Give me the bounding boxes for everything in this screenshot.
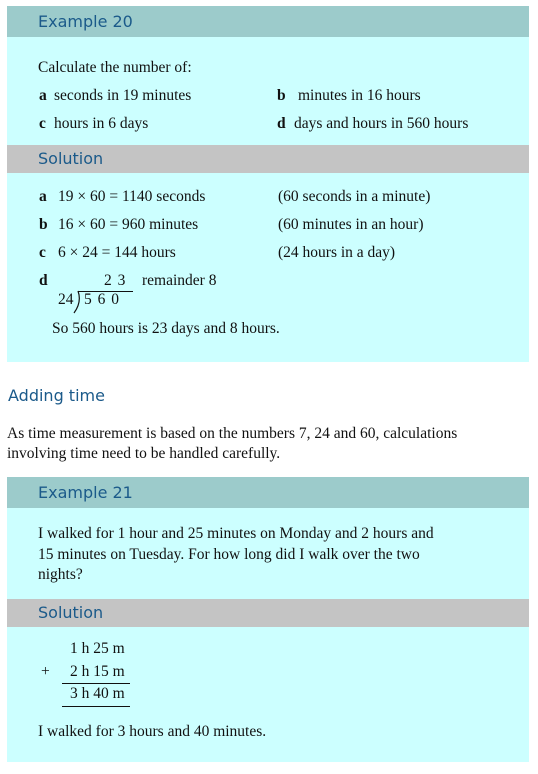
- solution-b-label: b: [39, 216, 48, 233]
- solution-21-conclusion: I walked for 3 hours and 40 minutes.: [38, 723, 267, 740]
- example-20-question: Calculate the number of:: [38, 59, 192, 76]
- part-d-text: days and hours in 560 hours: [294, 115, 469, 132]
- solution-20-header: [7, 145, 529, 173]
- addition-top-line: [62, 683, 130, 684]
- part-d-label: d: [277, 115, 286, 132]
- example-21-title: Example 21: [38, 483, 133, 502]
- example-21-line3: nights?: [38, 566, 83, 583]
- addition-row-1: 1 h 25 m: [70, 640, 125, 657]
- example-21-line2: 15 minutes on Tuesday. For how long did I walk over the two: [38, 546, 420, 563]
- solution-a-calc: 19 × 60 = 1140 seconds: [58, 188, 206, 205]
- solution-21-panel: [7, 627, 529, 762]
- division-quotient: 2 3: [104, 272, 127, 289]
- part-a-label: a: [39, 87, 47, 104]
- part-a-text: seconds in 19 minutes: [54, 87, 192, 104]
- solution-21-title: Solution: [38, 603, 104, 622]
- example-21-panel: [7, 508, 529, 599]
- addition-total: 3 h 40 m: [70, 685, 125, 702]
- part-b-label: b: [277, 87, 286, 104]
- division-dividend: 5 6 0: [84, 291, 120, 308]
- example-21-line1: I walked for 1 hour and 25 minutes on Monday and 2 hours and: [38, 525, 434, 542]
- example-20-header: [7, 6, 529, 37]
- section-title-adding-time: Adding time: [8, 386, 105, 405]
- solution-20-panel: [7, 173, 529, 362]
- addition-plus-sign: +: [41, 663, 50, 680]
- example-20-title: Example 20: [38, 12, 133, 31]
- part-c-text: hours in 6 days: [54, 115, 149, 132]
- example-21-header: [7, 477, 529, 508]
- solution-21-header: [7, 599, 529, 627]
- solution-a-label: a: [39, 188, 47, 205]
- example-20-panel: [7, 37, 529, 145]
- solution-20-conclusion: So 560 hours is 23 days and 8 hours.: [52, 320, 280, 337]
- solution-a-note: (60 seconds in a minute): [278, 188, 431, 205]
- part-c-label: c: [39, 115, 46, 132]
- solution-c-calc: 6 × 24 = 144 hours: [58, 244, 176, 261]
- solution-b-calc: 16 × 60 = 960 minutes: [58, 216, 199, 233]
- part-b-text: minutes in 16 hours: [298, 87, 421, 104]
- solution-d-label: d: [39, 272, 48, 289]
- addition-bottom-line: [62, 706, 130, 707]
- solution-20-title: Solution: [38, 149, 104, 168]
- solution-c-note: (24 hours in a day): [278, 244, 396, 261]
- solution-b-note: (60 minutes in an hour): [278, 216, 424, 233]
- division-divisor: 24: [58, 291, 74, 308]
- adding-time-text-line2: involving time need to be handled carefully.: [7, 445, 281, 462]
- addition-row-2: 2 h 15 m: [70, 663, 125, 680]
- adding-time-text-line1: As time measurement is based on the numbers 7, 24 and 60, calculations: [7, 425, 458, 442]
- solution-c-label: c: [39, 244, 46, 261]
- division-remainder: remainder 8: [142, 272, 217, 289]
